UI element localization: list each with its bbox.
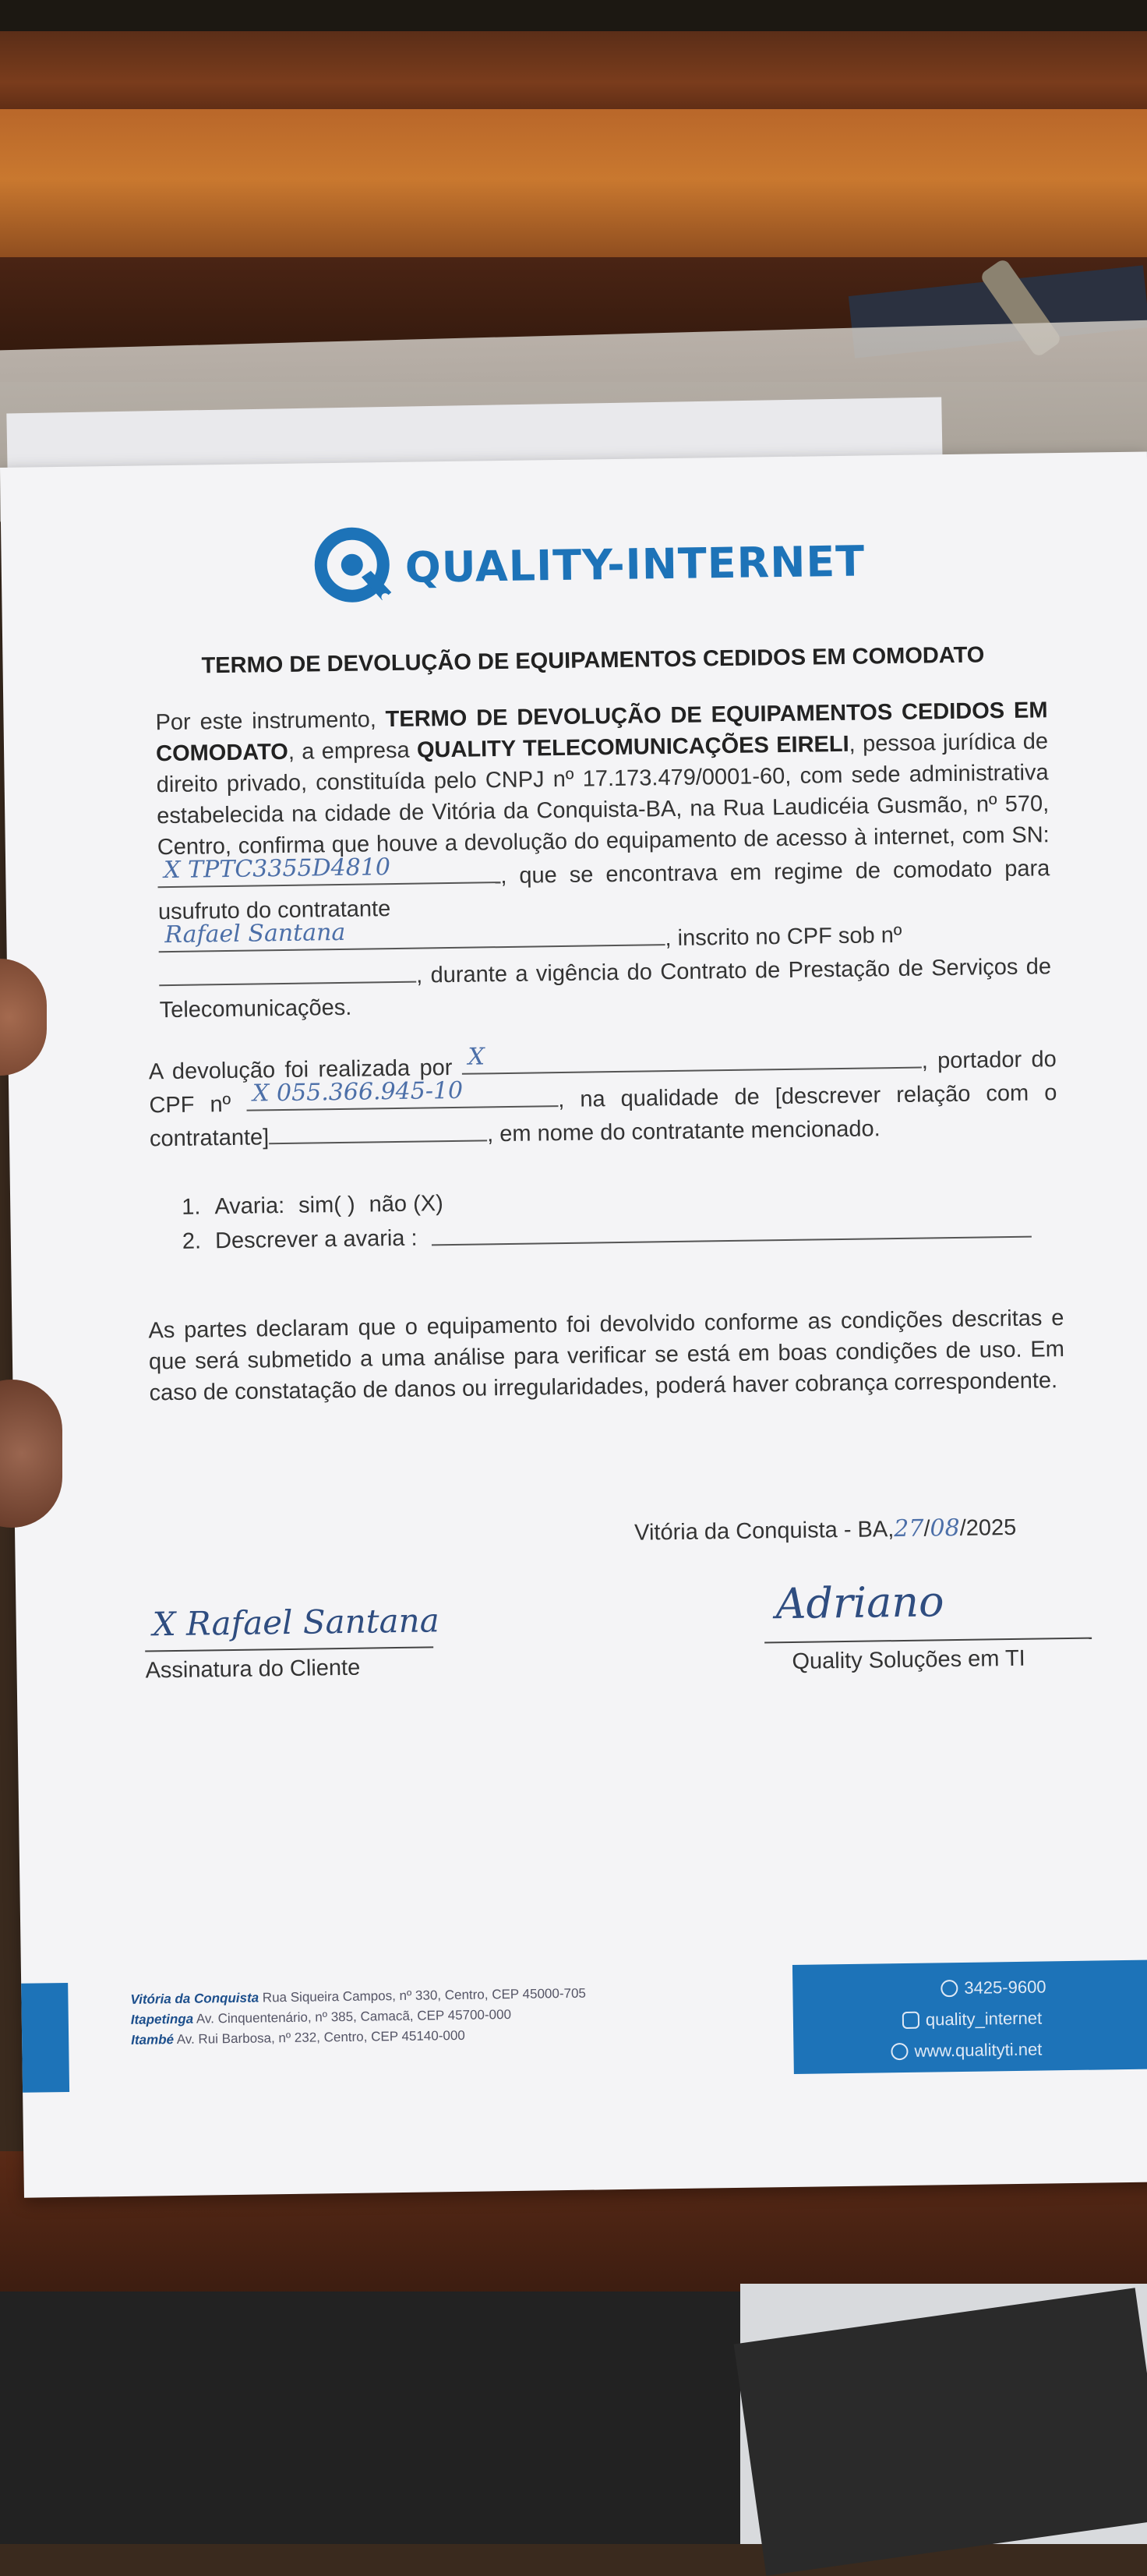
website: www.qualityti.net: [914, 2039, 1043, 2061]
footer-accent: [21, 1983, 69, 2093]
contractor-field: [158, 918, 665, 952]
globe-icon: [891, 2043, 908, 2060]
city: Vitória da Conquista: [130, 1990, 259, 2007]
list-number: 2.: [182, 1228, 202, 1254]
address: Rua Siqueira Campos, nº 330, Centro, CEP 45000-705: [262, 1985, 587, 2005]
website-line: [891, 2040, 1042, 2062]
brand-name: QUALITY-INTERNET: [404, 536, 866, 592]
handwritten-day: 27: [894, 1514, 924, 1543]
cpf-field-blank: [159, 958, 416, 987]
footer-contacts: [792, 1959, 1147, 2074]
table-edge: [0, 109, 1147, 265]
term-name: TERMO DE DEVOLUÇÃO DE EQUIPAMENTOS CEDIDOS EM COMODATO: [155, 698, 1048, 767]
returned-by-field: [461, 1044, 921, 1075]
damage-no-option: não (X): [369, 1191, 443, 1217]
serial-field: [157, 853, 500, 888]
paragraph-terms: As partes declaram que o equipamento foi devolvido conforme as condições descritas e que será submetido a uma análise para verificar se está em boas condições de uso. Em caso de constatação de danos ou irregularidades, poderá haver cobrança correspondente.: [148, 1306, 1065, 1406]
city: Itambé: [131, 2032, 175, 2048]
handwritten-returned-by: X: [468, 1043, 485, 1071]
date-line: Vitória da Conquista - BA,27/08/2025: [633, 1514, 1017, 1546]
paragraph-return: [149, 1041, 1058, 1154]
damage-label: Avaria:: [214, 1193, 285, 1220]
city: Itapetinga: [130, 2011, 194, 2027]
instagram-icon: [902, 2012, 919, 2029]
quality-q-icon: [312, 525, 397, 610]
company-signature-label: Quality Soluções em TI: [792, 1645, 1025, 1674]
text: , em nome do contratante mencionado.: [486, 1116, 881, 1147]
table-rail: [0, 31, 1147, 117]
handwritten-contractor: Rafael Santana: [164, 918, 346, 949]
address: Av. Rui Barbosa, nº 232, Centro, CEP 45140-000: [176, 2027, 465, 2048]
footer-addresses: [130, 1984, 587, 2051]
damage-description-label: Descrever a avaria :: [214, 1225, 418, 1254]
text: A devolução foi realizada por: [148, 1055, 453, 1085]
text: , na qualidade de [descrever relação com o contratante]: [149, 1080, 1057, 1152]
instagram-line: [902, 2009, 1043, 2030]
address: Av. Cinquentenário, nº 385, Camacã, CEP 45700-000: [196, 2007, 512, 2027]
text: , que se encontrava em regime de comodato para usufruto do contratante: [157, 856, 1050, 925]
document-title: TERMO DE DEVOLUÇÃO DE EQUIPAMENTOS CEDIDOS EM COMODATO: [201, 642, 985, 679]
paragraph-intro: [155, 694, 1052, 1026]
list-number: 1.: [182, 1194, 201, 1220]
phone-line: [941, 1977, 1046, 1998]
relation-field: [269, 1116, 487, 1144]
date-prefix: Vitória da Conquista - BA,: [633, 1517, 895, 1546]
handwritten-cpf: X 055.366.945-10: [252, 1076, 464, 1108]
client-signature-line: [145, 1646, 433, 1652]
instagram: quality_internet: [925, 2008, 1043, 2030]
cpf-field: [246, 1076, 558, 1111]
text: , a empresa: [288, 737, 418, 765]
date-year: /2025: [959, 1514, 1017, 1541]
finger: [0, 1380, 62, 1528]
text: Por este instrumento,: [155, 707, 386, 736]
text: , pessoa jurídica de direito privado, constituída pelo CNPJ nº 17.173.479/0001-60, com sede administrativa estabelecida na cidade de Vitória da Conquista-BA, na Rua Laudicéia Gusmão, nº 570, Centro, confirma que houve a devolução do equipamento de acesso à internet, com SN:: [156, 729, 1050, 860]
text: , portador do CPF nº: [149, 1047, 1057, 1118]
client-signature: X Rafael Santana: [152, 1601, 440, 1644]
company-logo: [312, 518, 866, 612]
damage-yes-option: sim( ): [298, 1192, 355, 1218]
phone: 3425-9600: [964, 1977, 1046, 1998]
client-signature-label: Assinatura do Cliente: [145, 1655, 361, 1684]
company-signature: Adriano: [775, 1577, 945, 1629]
text: , inscrito no CPF sob nº: [665, 922, 902, 952]
whatsapp-icon: [941, 1980, 958, 1997]
handwritten-month: 08: [930, 1514, 960, 1542]
company-name: QUALITY TELECOMUNICAÇÕES EIRELI: [416, 731, 849, 763]
handwritten-serial: X TPTC3355D4810: [163, 853, 391, 885]
document-sheet: [0, 451, 1147, 2197]
text: , durante a vigência do Contrato de Prestação de Serviços de Telecomunicações.: [159, 954, 1052, 1023]
damage-list: [182, 1178, 1032, 1259]
company-signature-line: [764, 1638, 1092, 1644]
